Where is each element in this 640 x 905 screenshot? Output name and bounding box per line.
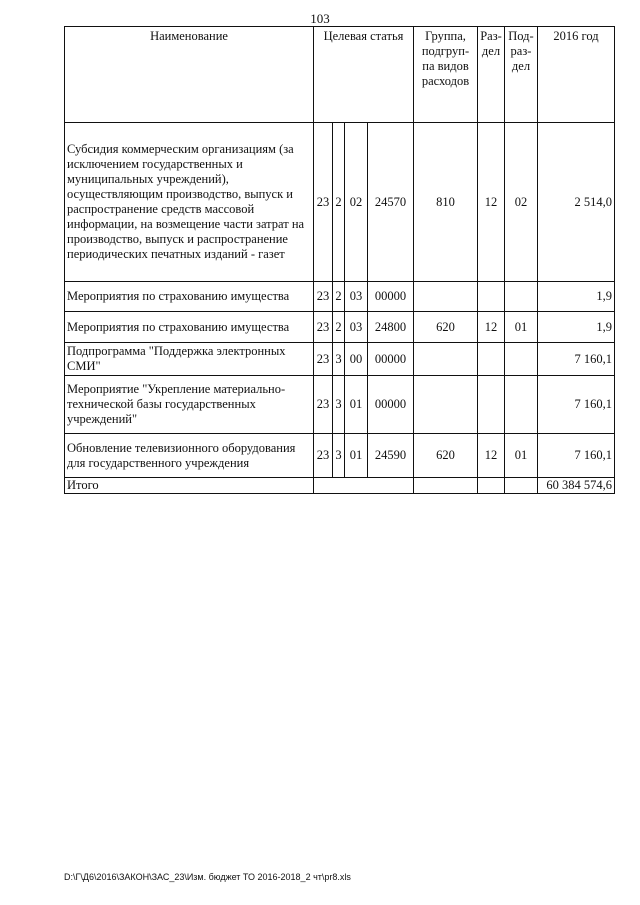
header-name: Наименование xyxy=(65,27,314,123)
table-row xyxy=(65,123,615,282)
target-code-1: 23 xyxy=(314,123,333,282)
target-code-4: 24590 xyxy=(368,434,414,478)
header-target-article: Целевая статья xyxy=(314,27,414,123)
amount-2016: 7 160,1 xyxy=(538,376,615,434)
total-row xyxy=(65,478,615,494)
amount-2016: 1,9 xyxy=(538,282,615,312)
target-code-3: 00 xyxy=(345,343,368,376)
target-code-2: 3 xyxy=(333,343,345,376)
total-empty-section xyxy=(478,478,505,494)
row-name: Мероприятия по страхованию имущества xyxy=(65,282,314,312)
expense-group xyxy=(414,282,478,312)
expense-group xyxy=(414,376,478,434)
target-code-4: 00000 xyxy=(368,282,414,312)
target-code-3: 01 xyxy=(345,434,368,478)
header-expense-group: Группа, подгруп-па видов расходов xyxy=(414,27,478,123)
table-row xyxy=(65,282,615,312)
header-subsection: Под-раз-дел xyxy=(505,27,538,123)
subsection xyxy=(505,376,538,434)
page-number: 103 xyxy=(310,11,330,26)
header-section: Раз-дел xyxy=(478,27,505,123)
table-row xyxy=(65,312,615,343)
table-row xyxy=(65,343,615,376)
table-header-row xyxy=(65,27,615,123)
row-name: Подпрограмма "Поддержка электронных СМИ" xyxy=(65,343,314,376)
row-name: Обновление телевизионного оборудования для государственного учреждения xyxy=(65,434,314,478)
file-path-footer: D:\Г\Д6\2016\ЗАКОН\ЗАС_23\Изм. бюджет ТО 2016-2018_2 чт\pr8.xls xyxy=(64,872,351,882)
target-code-4: 00000 xyxy=(368,376,414,434)
section: 12 xyxy=(478,434,505,478)
target-code-1: 23 xyxy=(314,376,333,434)
amount-2016: 7 160,1 xyxy=(538,343,615,376)
subsection: 02 xyxy=(505,123,538,282)
expense-group xyxy=(414,343,478,376)
total-empty-target xyxy=(314,478,414,494)
section xyxy=(478,376,505,434)
expense-group: 620 xyxy=(414,434,478,478)
target-code-4: 24800 xyxy=(368,312,414,343)
table-row xyxy=(65,376,615,434)
header-year-2016: 2016 год xyxy=(538,27,615,123)
total-empty-subsection xyxy=(505,478,538,494)
amount-2016: 1,9 xyxy=(538,312,615,343)
row-name: Мероприятие "Укрепление материально-технической базы государственных учреждений" xyxy=(65,376,314,434)
subsection xyxy=(505,343,538,376)
amount-2016: 2 514,0 xyxy=(538,123,615,282)
expense-group: 620 xyxy=(414,312,478,343)
target-code-3: 03 xyxy=(345,282,368,312)
target-code-1: 23 xyxy=(314,434,333,478)
target-code-1: 23 xyxy=(314,343,333,376)
subsection: 01 xyxy=(505,434,538,478)
target-code-2: 3 xyxy=(333,376,345,434)
total-amount: 60 384 574,6 xyxy=(538,478,615,494)
row-name: Мероприятия по страхованию имущества xyxy=(65,312,314,343)
section xyxy=(478,282,505,312)
section xyxy=(478,343,505,376)
target-code-2: 2 xyxy=(333,123,345,282)
target-code-2: 3 xyxy=(333,434,345,478)
budget-table xyxy=(64,26,615,494)
amount-2016: 7 160,1 xyxy=(538,434,615,478)
expense-group: 810 xyxy=(414,123,478,282)
section: 12 xyxy=(478,312,505,343)
target-code-3: 01 xyxy=(345,376,368,434)
target-code-3: 03 xyxy=(345,312,368,343)
target-code-1: 23 xyxy=(314,282,333,312)
total-label: Итого xyxy=(65,478,314,494)
target-code-1: 23 xyxy=(314,312,333,343)
target-code-3: 02 xyxy=(345,123,368,282)
subsection: 01 xyxy=(505,312,538,343)
target-code-2: 2 xyxy=(333,312,345,343)
target-code-4: 00000 xyxy=(368,343,414,376)
section: 12 xyxy=(478,123,505,282)
total-empty-group xyxy=(414,478,478,494)
table-row xyxy=(65,434,615,478)
target-code-2: 2 xyxy=(333,282,345,312)
subsection xyxy=(505,282,538,312)
target-code-4: 24570 xyxy=(368,123,414,282)
row-name: Субсидия коммерческим организациям (за исключением государственных и муниципальных учреждений), осуществляющим производство, выпуск и распространение средств массовой информации, на возмещение части затрат на производство, выпуск и распространение периодических печатных изданий - газет xyxy=(65,123,314,282)
